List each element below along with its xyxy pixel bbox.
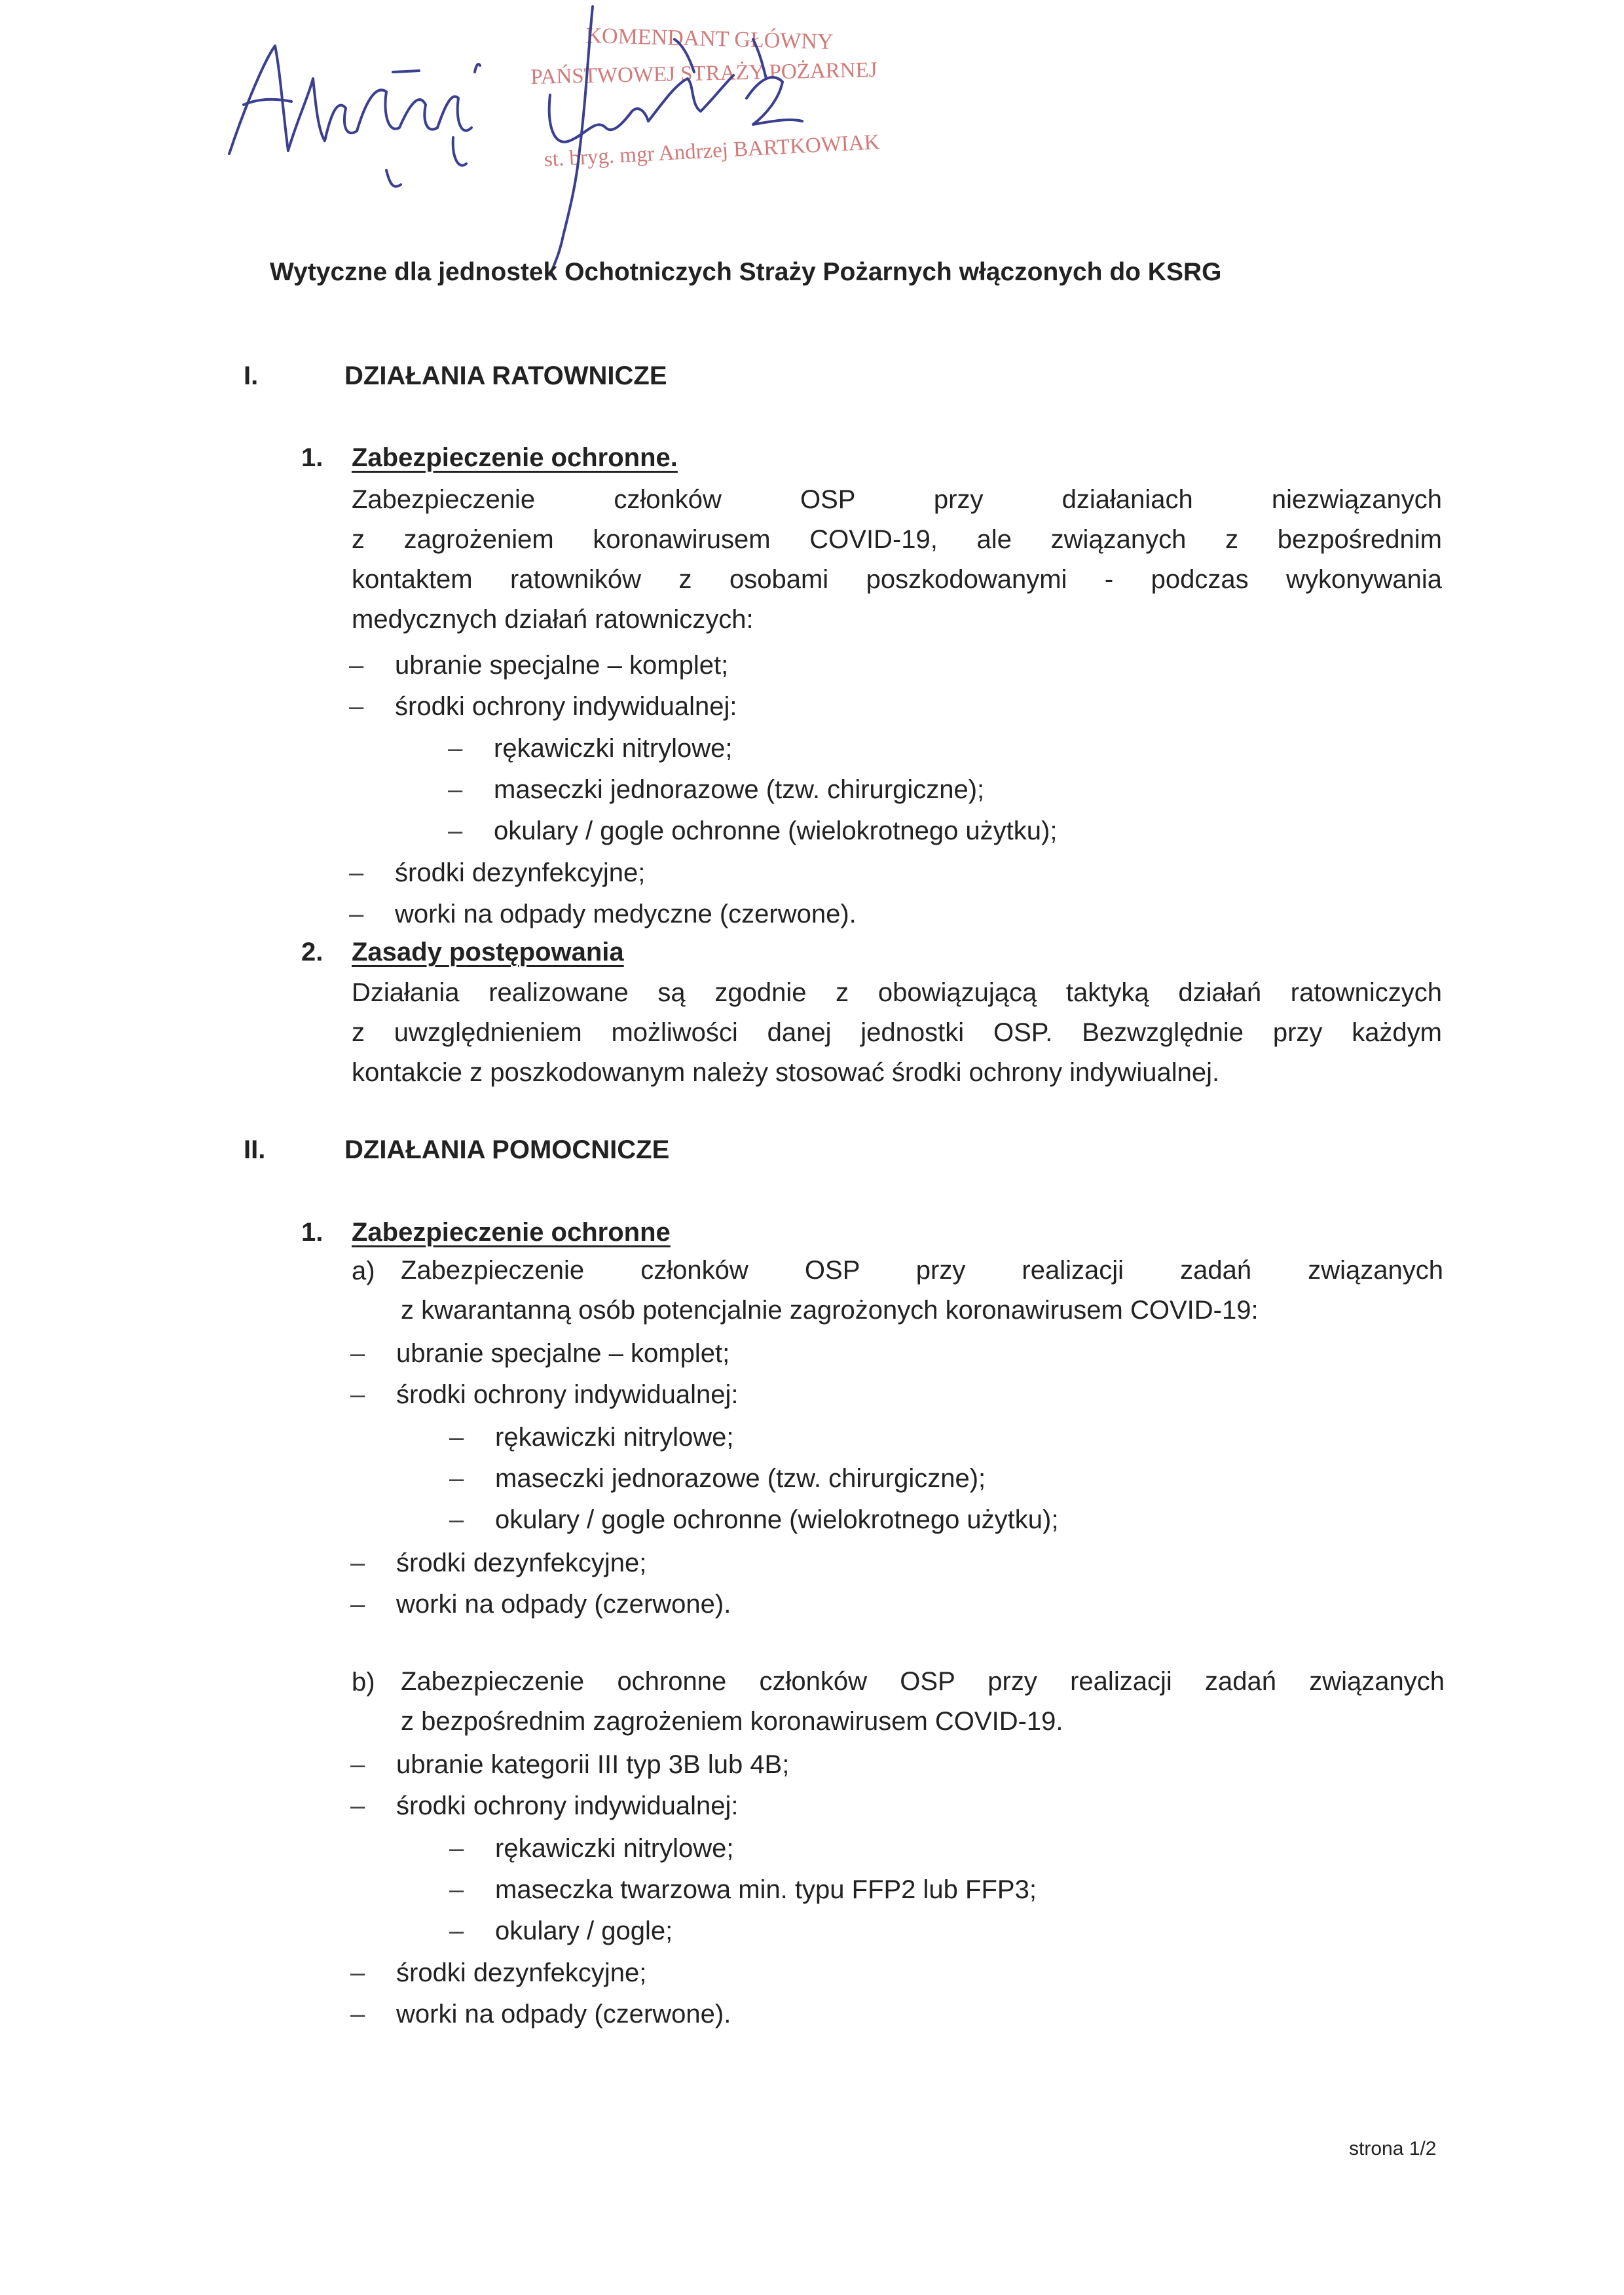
list-item: – okulary / gogle; — [449, 1917, 673, 1945]
paragraph-line: kontakcie z poszkodowanym należy stosować środki ochrony indywiualnej. — [352, 1058, 1220, 1087]
list-item: – worki na odpady medyczne (czerwone). — [349, 900, 857, 928]
stamp-line-organization: PAŃSTWOWEJ STRAŻY POŻARNEJ — [530, 58, 877, 89]
list-item: – rękawiczki nitrylowe; — [449, 1834, 734, 1863]
equipment-list — [350, 1333, 739, 1416]
equipment-list — [349, 853, 857, 935]
section-title: DZIAŁANIA POMOCNICZE — [344, 1135, 670, 1164]
stamp-line-name: st. bryg. mgr Andrzej BARTKOWIAK — [544, 130, 881, 172]
paragraph-line: Zabezpieczenie ochronne członków OSP przy realizacji zadań związanych — [401, 1667, 1445, 1696]
handwritten-signature — [0, 0, 982, 288]
paragraph-line: z kwarantanną osób potencjalnie zagrożonych koronawirusem COVID-19: — [401, 1296, 1259, 1325]
subitem-label: b) — [352, 1668, 375, 1697]
equipment-list — [350, 1543, 731, 1625]
equipment-sublist — [448, 728, 1058, 852]
paragraph — [401, 1251, 1443, 1331]
paragraph-line: z zagrożeniem koronawirusem COVID-19, ale związanych z bezpośrednim — [352, 525, 1442, 554]
section-number: I. — [244, 361, 259, 390]
paragraph-line: z bezpośrednim zagrożeniem koronawirusem COVID-19. — [401, 1707, 1063, 1736]
list-item: – środki dezynfekcyjne; — [350, 1958, 647, 1987]
subitem-label: a) — [352, 1257, 375, 1285]
list-item: – maseczki jednorazowe (tzw. chirurgiczne); — [449, 1464, 986, 1493]
approval-stamp — [0, 0, 982, 249]
equipment-list — [349, 645, 737, 727]
list-item: – ubranie kategorii III typ 3B lub 4B; — [350, 1750, 790, 1779]
list-item: – środki dezynfekcyjne; — [349, 858, 646, 887]
section-number: II. — [244, 1135, 266, 1164]
section-title: DZIAŁANIA RATOWNICZE — [344, 361, 667, 390]
list-item: – rękawiczki nitrylowe; — [448, 734, 733, 763]
item-number: 1. — [301, 443, 323, 472]
list-item: – worki na odpady (czerwone). — [350, 1590, 731, 1619]
paragraph — [352, 973, 1442, 1093]
document-title: Wytyczne dla jednostek Ochotniczych Straży Pożarnych włączonych do KSRG — [270, 258, 1222, 286]
paragraph-line: medycznych działań ratowniczych: — [352, 605, 754, 634]
list-item: – środki ochrony indywidualnej: — [349, 692, 737, 721]
paragraph-line: Zabezpieczenie członków OSP przy działaniach niezwiązanych — [352, 485, 1442, 514]
paragraph-line: Zabezpieczenie członków OSP przy realizacji zadań związanych — [401, 1256, 1443, 1285]
item-heading: Zabezpieczenie ochronne. — [352, 443, 678, 472]
paragraph-line: kontaktem ratowników z osobami poszkodowanymi - podczas wykonywania — [352, 565, 1442, 594]
list-item: – rękawiczki nitrylowe; — [449, 1423, 734, 1452]
list-item: – środki ochrony indywidualnej: — [350, 1791, 739, 1820]
paragraph-line: z uwzględnieniem możliwości danej jednostki OSP. Bezwzględnie przy każdym — [352, 1018, 1442, 1047]
paragraph — [352, 480, 1442, 640]
equipment-list — [350, 1744, 790, 1827]
list-item: – okulary / gogle ochronne (wielokrotnego użytku); — [448, 817, 1058, 845]
list-item: – ubranie specjalne – komplet; — [350, 1339, 730, 1368]
list-item: – okulary / gogle ochronne (wielokrotnego użytku); — [449, 1505, 1059, 1534]
paragraph — [401, 1662, 1445, 1742]
equipment-list — [350, 1953, 731, 2035]
list-item: – worki na odpady (czerwone). — [350, 2000, 731, 2029]
list-item: – ubranie specjalne – komplet; — [349, 651, 729, 680]
item-number: 1. — [301, 1218, 323, 1247]
item-heading: Zasady postępowania — [352, 938, 624, 966]
item-number: 2. — [301, 938, 323, 966]
list-item: – środki dezynfekcyjne; — [350, 1549, 647, 1577]
list-item: – maseczki jednorazowe (tzw. chirurgiczne); — [448, 775, 985, 804]
paragraph-line: Działania realizowane są zgodnie z obowiązującą taktyką działań ratowniczych — [352, 978, 1442, 1007]
list-item: – środki ochrony indywidualnej: — [350, 1380, 739, 1409]
stamp-line-title: KOMENDANT GŁÓWNY — [585, 24, 834, 54]
equipment-sublist — [449, 1417, 1059, 1541]
equipment-sublist — [449, 1828, 1037, 1952]
page-number: strona 1/2 — [1349, 2138, 1437, 2159]
item-heading: Zabezpieczenie ochronne — [352, 1218, 671, 1247]
list-item: – maseczka twarzowa min. typu FFP2 lub FFP3; — [449, 1875, 1037, 1904]
